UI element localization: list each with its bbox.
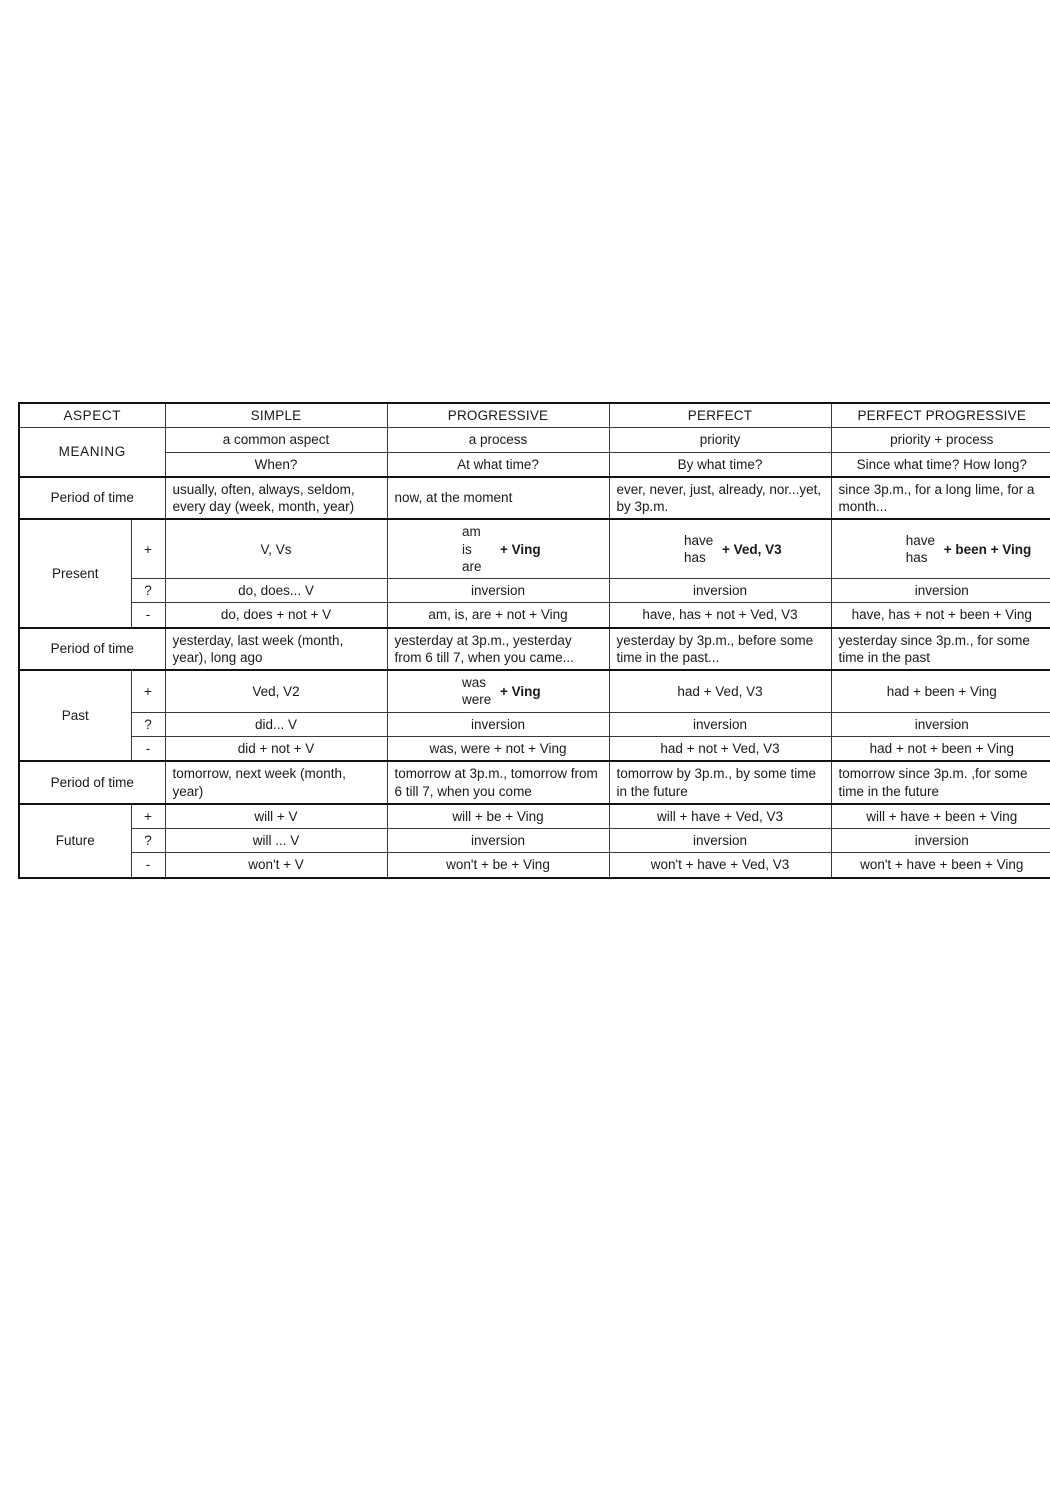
past-question-perfect-progressive: inversion	[831, 712, 1050, 736]
header-progressive: PROGRESSIVE	[387, 403, 609, 428]
future-minus-progressive: won't + be + Ving	[387, 853, 609, 878]
present-minus-perfect-progressive: have, has + not + been + Ving	[831, 603, 1050, 628]
present-period-perfect-progressive: since 3p.m., for a long lime, for a month...	[831, 477, 1050, 520]
present-minus-simple: do, does + not + V	[165, 603, 387, 628]
future-question-perfect-progressive: inversion	[831, 829, 1050, 853]
past-plus-simple: Ved, V2	[165, 670, 387, 712]
future-plus-progressive: will + be + Ving	[387, 804, 609, 829]
future-question-simple: will ... V	[165, 829, 387, 853]
meaning-row-2	[19, 452, 1050, 477]
past-period-perfect-progressive: yesterday since 3p.m., for some time in the past	[831, 628, 1050, 671]
header-simple: SIMPLE	[165, 403, 387, 428]
past-minus-progressive: was, were + not + Ving	[387, 736, 609, 761]
past-period-row	[19, 628, 1050, 671]
present-plus-row	[19, 519, 1050, 578]
future-label: Future	[19, 804, 131, 878]
past-question-simple: did... V	[165, 712, 387, 736]
past-plus-row	[19, 670, 1050, 712]
present-period-perfect: ever, never, just, already, nor...yet, by 3p.m.	[609, 477, 831, 520]
future-plus-row	[19, 804, 1050, 829]
past-question-progressive: inversion	[387, 712, 609, 736]
future-period-perfect-progressive: tomorrow since 3p.m. ,for some time in the future	[831, 761, 1050, 804]
past-period-progressive: yesterday at 3p.m., yesterday from 6 till 7, when you came...	[387, 628, 609, 671]
aux-have-2: have	[905, 532, 936, 548]
past-plus-progressive-tail: + Ving	[500, 683, 541, 699]
future-period-perfect: tomorrow by 3p.m., by some time in the future	[609, 761, 831, 804]
past-question-row	[19, 712, 1050, 736]
past-minus-simple: did + not + V	[165, 736, 387, 761]
grammar-table-container	[18, 402, 1035, 879]
present-question-row	[19, 579, 1050, 603]
future-sign-question: ?	[131, 829, 165, 853]
meaning-perfect-progressive: priority + process	[831, 428, 1050, 452]
past-question-perfect: inversion	[609, 712, 831, 736]
aux-has-2: has	[905, 550, 928, 566]
past-plus-perfect-progressive: had + been + Ving	[831, 670, 1050, 712]
past-minus-row	[19, 736, 1050, 761]
question-progressive: At what time?	[387, 452, 609, 477]
future-plus-perfect-progressive: will + have + been + Ving	[831, 804, 1050, 829]
past-sign-question: ?	[131, 712, 165, 736]
present-period-label: Period of time	[19, 477, 165, 520]
present-question-perfect: inversion	[609, 579, 831, 603]
future-period-label: Period of time	[19, 761, 165, 804]
present-minus-progressive: am, is, are + not + Ving	[387, 603, 609, 628]
present-period-row	[19, 477, 1050, 520]
past-period-label: Period of time	[19, 628, 165, 671]
future-question-perfect: inversion	[609, 829, 831, 853]
table-header-row	[19, 403, 1050, 428]
meaning-progressive: a process	[387, 428, 609, 452]
present-label: Present	[19, 519, 131, 627]
present-plus-progressive-tail: + Ving	[500, 541, 541, 557]
future-question-progressive: inversion	[387, 829, 609, 853]
past-minus-perfect: had + not + Ved, V3	[609, 736, 831, 761]
question-simple: When?	[165, 452, 387, 477]
question-perfect-progressive: Since what time? How long?	[831, 452, 1050, 477]
future-question-row	[19, 829, 1050, 853]
header-perfect-progressive: PERFECT PROGRESSIVE	[831, 403, 1050, 428]
past-sign-plus: +	[131, 670, 165, 712]
present-plus-perfect-progressive	[831, 519, 1050, 578]
aux-was: was	[462, 675, 487, 691]
future-minus-perfect: won't + have + Ved, V3	[609, 853, 831, 878]
future-minus-perfect-progressive: won't + have + been + Ving	[831, 853, 1050, 878]
present-minus-row	[19, 603, 1050, 628]
question-perfect: By what time?	[609, 452, 831, 477]
present-question-simple: do, does... V	[165, 579, 387, 603]
present-period-simple: usually, often, always, seldom, every day (week, month, year)	[165, 477, 387, 520]
past-label: Past	[19, 670, 131, 761]
aux-have: have	[684, 532, 714, 548]
future-sign-plus: +	[131, 804, 165, 829]
past-sign-minus: -	[131, 736, 165, 761]
aux-am: am	[462, 524, 481, 540]
past-plus-perfect: had + Ved, V3	[609, 670, 831, 712]
present-question-progressive: inversion	[387, 579, 609, 603]
present-period-progressive: now, at the moment	[387, 477, 609, 520]
future-minus-simple: won't + V	[165, 853, 387, 878]
aux-has: has	[684, 550, 706, 566]
future-minus-row	[19, 853, 1050, 878]
future-sign-minus: -	[131, 853, 165, 878]
present-minus-perfect: have, has + not + Ved, V3	[609, 603, 831, 628]
present-sign-minus: -	[131, 603, 165, 628]
future-plus-simple: will + V	[165, 804, 387, 829]
past-period-simple: yesterday, last week (month, year), long ago	[165, 628, 387, 671]
present-plus-progressive	[387, 519, 609, 578]
present-plus-perfect-progressive-tail: + been + Ving	[943, 541, 1032, 557]
present-sign-plus: +	[131, 519, 165, 578]
present-plus-perfect-tail: + Ved, V3	[722, 541, 782, 557]
aux-were: were	[462, 692, 492, 708]
present-question-perfect-progressive: inversion	[831, 579, 1050, 603]
meaning-label: MEANING	[19, 428, 165, 477]
future-period-row	[19, 761, 1050, 804]
present-sign-question: ?	[131, 579, 165, 603]
meaning-simple: a common aspect	[165, 428, 387, 452]
present-plus-simple: V, Vs	[165, 519, 387, 578]
past-minus-perfect-progressive: had + not + been + Ving	[831, 736, 1050, 761]
past-plus-progressive	[387, 670, 609, 712]
future-period-simple: tomorrow, next week (month, year)	[165, 761, 387, 804]
meaning-perfect: priority	[609, 428, 831, 452]
past-period-perfect: yesterday by 3p.m., before some time in the past...	[609, 628, 831, 671]
future-plus-perfect: will + have + Ved, V3	[609, 804, 831, 829]
meaning-row-1	[19, 428, 1050, 452]
grammar-table	[18, 402, 1050, 879]
future-period-progressive: tomorrow at 3p.m., tomorrow from 6 till 7, when you come	[387, 761, 609, 804]
present-plus-perfect	[609, 519, 831, 578]
aux-are: are	[462, 558, 482, 574]
aux-is: is	[462, 541, 472, 557]
header-perfect: PERFECT	[609, 403, 831, 428]
header-aspect: ASPECT	[19, 403, 165, 428]
